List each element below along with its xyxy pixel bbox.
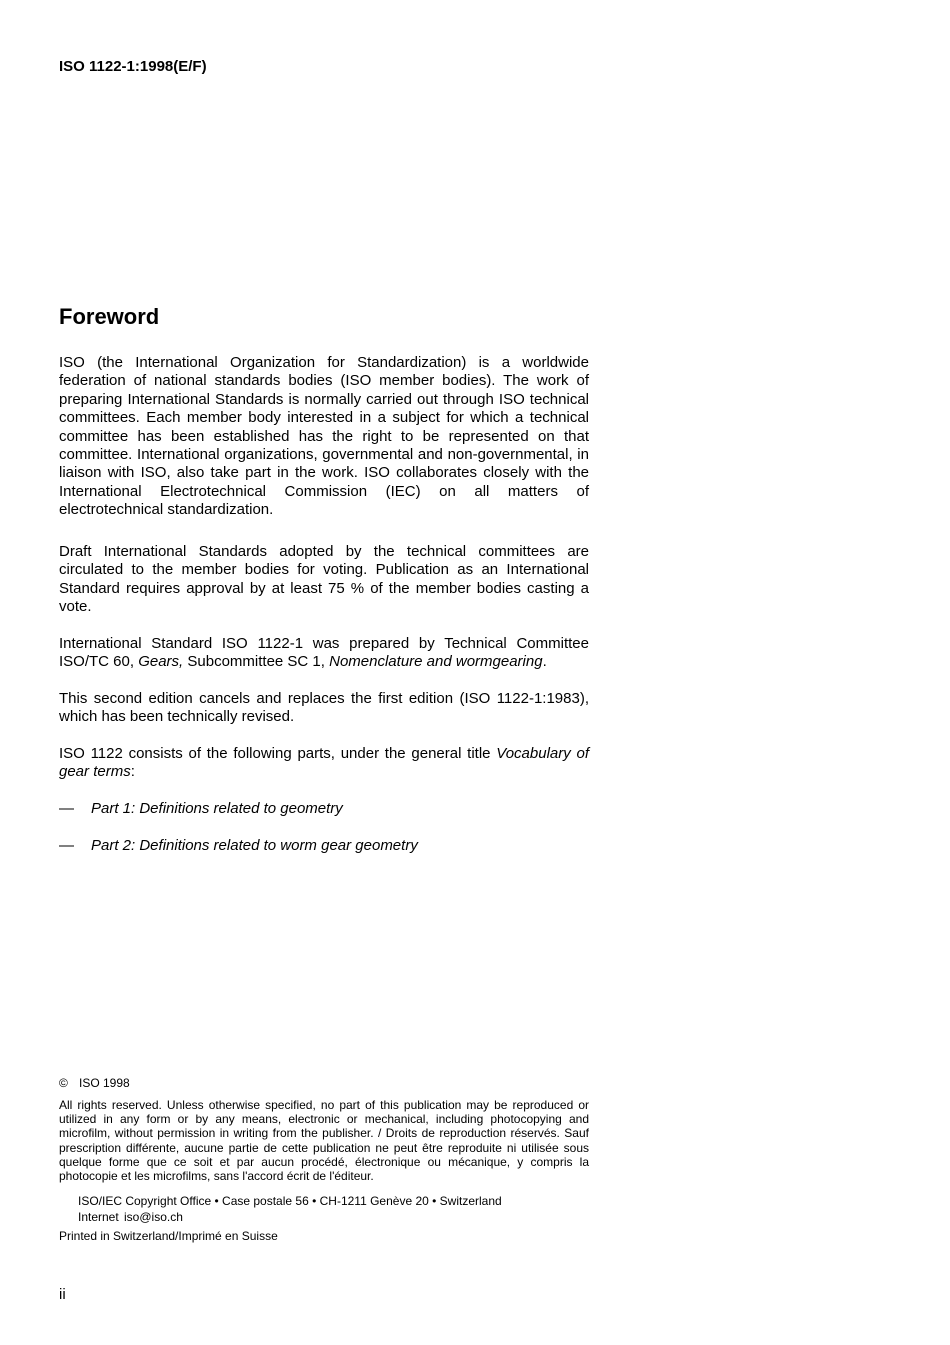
list-item	[59, 800, 343, 818]
committee-name: Gears,	[138, 653, 184, 671]
foreword-paragraph-2	[59, 543, 589, 617]
foreword-paragraph-3	[59, 635, 589, 672]
paragraph-text: ISO (the International Organization for Standardization) is a worldwide federation of national standards bodies (ISO member bodies). The work of preparing International Standards is normally carried out through ISO technical committees. Each member body interested in a subject for which a technical committee has been established has the right to be represented on that committee. International organizations, governmental and non-governmental, in liaison with ISO, also take part in the work. ISO collaborates closely with the International Electrotechnical Commission (IEC) on all matters of electrotechnical standardization.	[59, 354, 589, 519]
foreword-paragraph-5	[59, 745, 589, 782]
list-item	[59, 837, 418, 855]
paragraph-text: ISO 1122 consists of the following parts, under the general title	[59, 745, 497, 762]
paragraph-text: This second edition cancels and replaces the first edition (ISO 1122-1:1983), which has been technically revised.	[59, 690, 589, 726]
paragraph-text: Draft International Standards adopted by the technical committees are circulated to the member bodies for voting. Publication as an International Standard requires approval by at least 75 % of the member bodies casting a vote.	[59, 543, 589, 616]
internet-label: Internet	[78, 1209, 119, 1224]
copyright-line	[59, 1076, 589, 1090]
foreword-paragraph-4	[59, 690, 589, 727]
document-id: ISO 1122-1:1998(E/F)	[59, 58, 207, 75]
list-item-text: Part 2: Definitions related to worm gear geometry	[91, 837, 418, 854]
paragraph-text: Subcommittee SC 1,	[183, 653, 330, 671]
page-title: Foreword	[59, 304, 160, 329]
paragraph-text: :	[130, 763, 135, 781]
printed-notice: Printed in Switzerland/Imprimé en Suisse	[59, 1229, 278, 1243]
foreword-paragraph-1	[59, 354, 589, 520]
paragraph-text: International Standard ISO 1122-1 was prepared by Technical Committee ISO/TC 60,	[59, 635, 589, 671]
dash-bullet: —	[59, 837, 74, 854]
copyright-text: ISO 1998	[79, 1076, 130, 1090]
copyright-symbol: ©	[59, 1076, 68, 1090]
copyright-office	[78, 1194, 502, 1225]
internet-email: iso@iso.ch	[124, 1209, 183, 1224]
office-address: ISO/IEC Copyright Office • Case postale 56 • CH-1211 Genève 20 • Switzerland	[78, 1194, 502, 1208]
general-title: Vocabulary of gear terms	[59, 745, 590, 781]
rights-notice: All rights reserved. Unless otherwise specified, no part of this publication may be reproduced or utilized in any form or by any means, electronic or mechanical, including photocopying and microfilm, without permission in writing from the publisher. / Droits de reproduction réservés. Sauf prescription différente, aucune partie de cette publication ne peut être reproduite ni utilisée sous quelque forme que ce soit et par aucun procédé, électronique ou mécanique, y compris la photocopie et les microfilms, sans l'accord écrit de l'éditeur.	[59, 1098, 589, 1184]
subcommittee-name: Nomenclature and wormgearing	[329, 653, 543, 671]
page-number: ii	[59, 1286, 66, 1303]
dash-bullet: —	[59, 800, 74, 817]
list-item-text: Part 1: Definitions related to geometry	[91, 800, 343, 817]
internet-line	[78, 1210, 502, 1226]
paragraph-text: .	[542, 653, 547, 671]
